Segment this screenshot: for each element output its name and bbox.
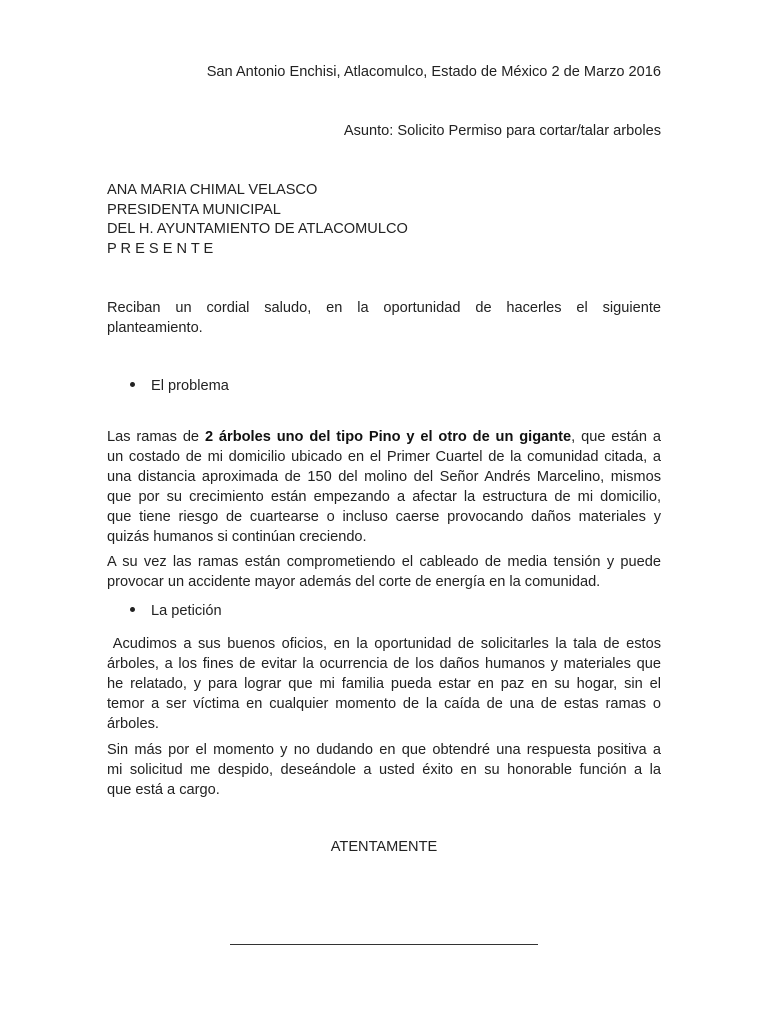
bullet-dot-icon [130, 382, 135, 387]
request-line: árboles. [107, 716, 159, 732]
addressee-block [107, 181, 408, 259]
text-segment: , que están a [571, 429, 661, 445]
problem-line: un costado de mi domicilio ubicado en el Primer Cuartel de la comunidad citada, a [107, 449, 661, 465]
problem-paragraph [107, 427, 661, 547]
closing-atentamente: ATENTAMENTE [330, 839, 438, 855]
request-line: he relatado, y para lograr que mi familia pueda estar en paz en su hogar, sin el [107, 676, 661, 692]
addressee-presente: P R E S E N T E [107, 240, 214, 257]
place-date: San Antonio Enchisi, Atlacomulco, Estado de México 2 de Marzo 2016 [206, 64, 661, 80]
farewell-line: que está a cargo. [107, 782, 220, 798]
bullet-problem [130, 378, 229, 394]
bullet-dot-icon [130, 607, 135, 612]
addressee-name: ANA MARIA CHIMAL VELASCO [107, 182, 318, 198]
wiring-paragraph [107, 552, 661, 592]
subject-line: Asunto: Solicito Permiso para cortar/talar arboles [343, 123, 661, 139]
bullet-problem-label: El problema [151, 378, 229, 394]
greeting-line: Reciban un cordial saludo, en la oportunidad de hacerles el siguiente [107, 300, 661, 316]
bullet-request-label: La petición [151, 603, 222, 619]
greeting-line: planteamiento. [107, 320, 203, 336]
farewell-line: mi solicitud me despido, deseándole a usted éxito en su honorable función a la [107, 762, 661, 778]
request-line: temor a ser víctima en cualquier momento de la caída de una de estas ramas o [107, 696, 661, 712]
greeting-paragraph [107, 298, 661, 338]
wiring-line: A su vez las ramas están comprometiendo el cableado de media tensión y puede [107, 554, 661, 570]
farewell-paragraph [107, 740, 661, 800]
problem-line: quizás humanos si continúan creciendo. [107, 529, 367, 545]
request-paragraph [107, 634, 661, 734]
bullet-request [130, 603, 222, 619]
wiring-line: provocar un accidente mayor además del corte de energía en la comunidad. [107, 574, 601, 590]
text-segment: Las ramas de [107, 429, 205, 445]
trees-emphasis: 2 árboles uno del tipo Pino y el otro de un gigante [204, 429, 572, 445]
problem-line: que por su crecimiento están empezando a afectar la estructura de mi domicilio, [107, 489, 661, 505]
problem-line: una distancia aproximada de 150 del molino del Señor Andrés Marcelino, mismos [107, 469, 661, 485]
problem-line [107, 427, 661, 447]
problem-line: que tiene riesgo de cuartearse o incluso caerse provocando daños materiales y [107, 509, 661, 525]
addressee-title: PRESIDENTA MUNICIPAL [107, 201, 281, 218]
addressee-institution: DEL H. AYUNTAMIENTO DE ATLACOMULCO [107, 221, 408, 237]
signature-line [230, 944, 538, 945]
farewell-line: Sin más por el momento y no dudando en que obtendré una respuesta positiva a [107, 742, 661, 758]
request-line: Acudimos a sus buenos oficios, en la oportunidad de solicitarles la tala de estos [107, 636, 661, 652]
request-line: árboles, a los fines de evitar la ocurrencia de los daños humanos y materiales que [107, 656, 661, 672]
